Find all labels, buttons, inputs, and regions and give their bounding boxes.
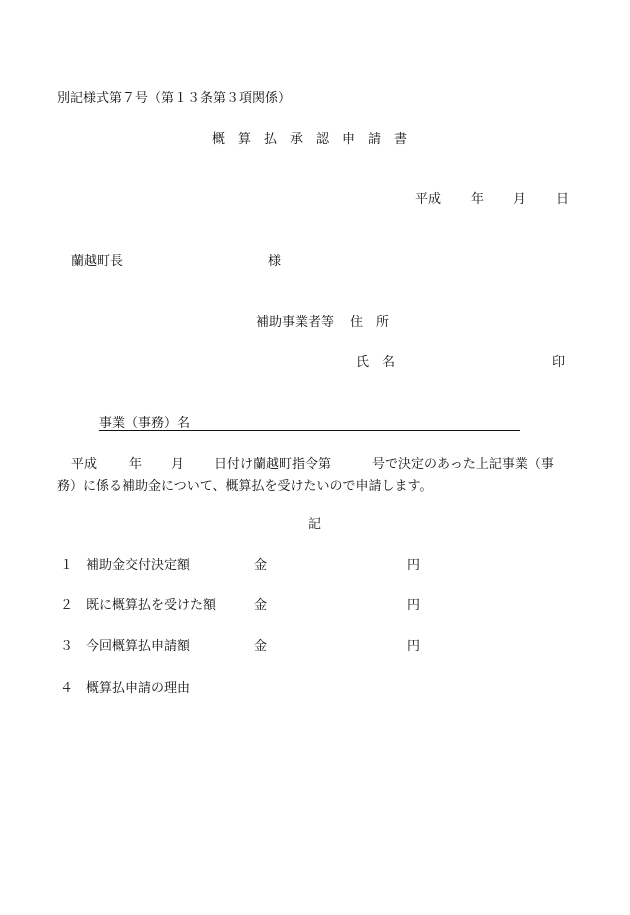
addressee-name: 蘭越町長 — [71, 254, 124, 269]
item-label: 今回概算払申請額 — [86, 639, 191, 654]
body-number: 号で決定のあった上記事業（事 — [372, 457, 554, 472]
document-title: 概算払承認申請書 — [212, 132, 421, 147]
item-number: ４ — [60, 681, 74, 696]
date-era: 平成 — [415, 192, 442, 207]
item-label: 既に概算払を受けた額 — [86, 598, 217, 613]
item-yen: 円 — [407, 598, 421, 613]
project-name-label: 事業（事務）名 — [99, 416, 191, 431]
ki-heading: 記 — [308, 517, 322, 532]
name-label: 氏 名 — [356, 355, 396, 370]
item-label: 補助金交付決定額 — [86, 558, 191, 573]
item-yen: 円 — [407, 639, 421, 654]
item-label: 概算払申請の理由 — [86, 681, 191, 696]
item-yen: 円 — [407, 558, 421, 573]
body-line-2: 務）に係る補助金について、概算払を受けたいので申請します。 — [57, 479, 433, 494]
item-number: １ — [60, 558, 74, 573]
seal-mark: 印 — [552, 355, 566, 370]
project-name-underline — [99, 430, 520, 431]
item-kin: 金 — [254, 639, 268, 654]
date-day: 日 — [556, 192, 570, 207]
form-reference: 別記様式第７号（第１３条第３項関係） — [57, 91, 292, 106]
item-kin: 金 — [254, 558, 268, 573]
body-month: 月 — [171, 457, 185, 472]
body-dated: 日付け蘭越町指令第 — [214, 457, 332, 472]
date-year: 年 — [471, 192, 485, 207]
body-era: 平成 — [71, 457, 98, 472]
body-year: 年 — [129, 457, 143, 472]
address-label: 住 所 — [350, 315, 390, 330]
item-number: ３ — [60, 639, 74, 654]
date-month: 月 — [513, 192, 527, 207]
item-kin: 金 — [254, 598, 268, 613]
applicant-label: 補助事業者等 — [256, 315, 335, 330]
addressee-honorific: 様 — [268, 254, 282, 269]
item-number: ２ — [60, 598, 74, 613]
